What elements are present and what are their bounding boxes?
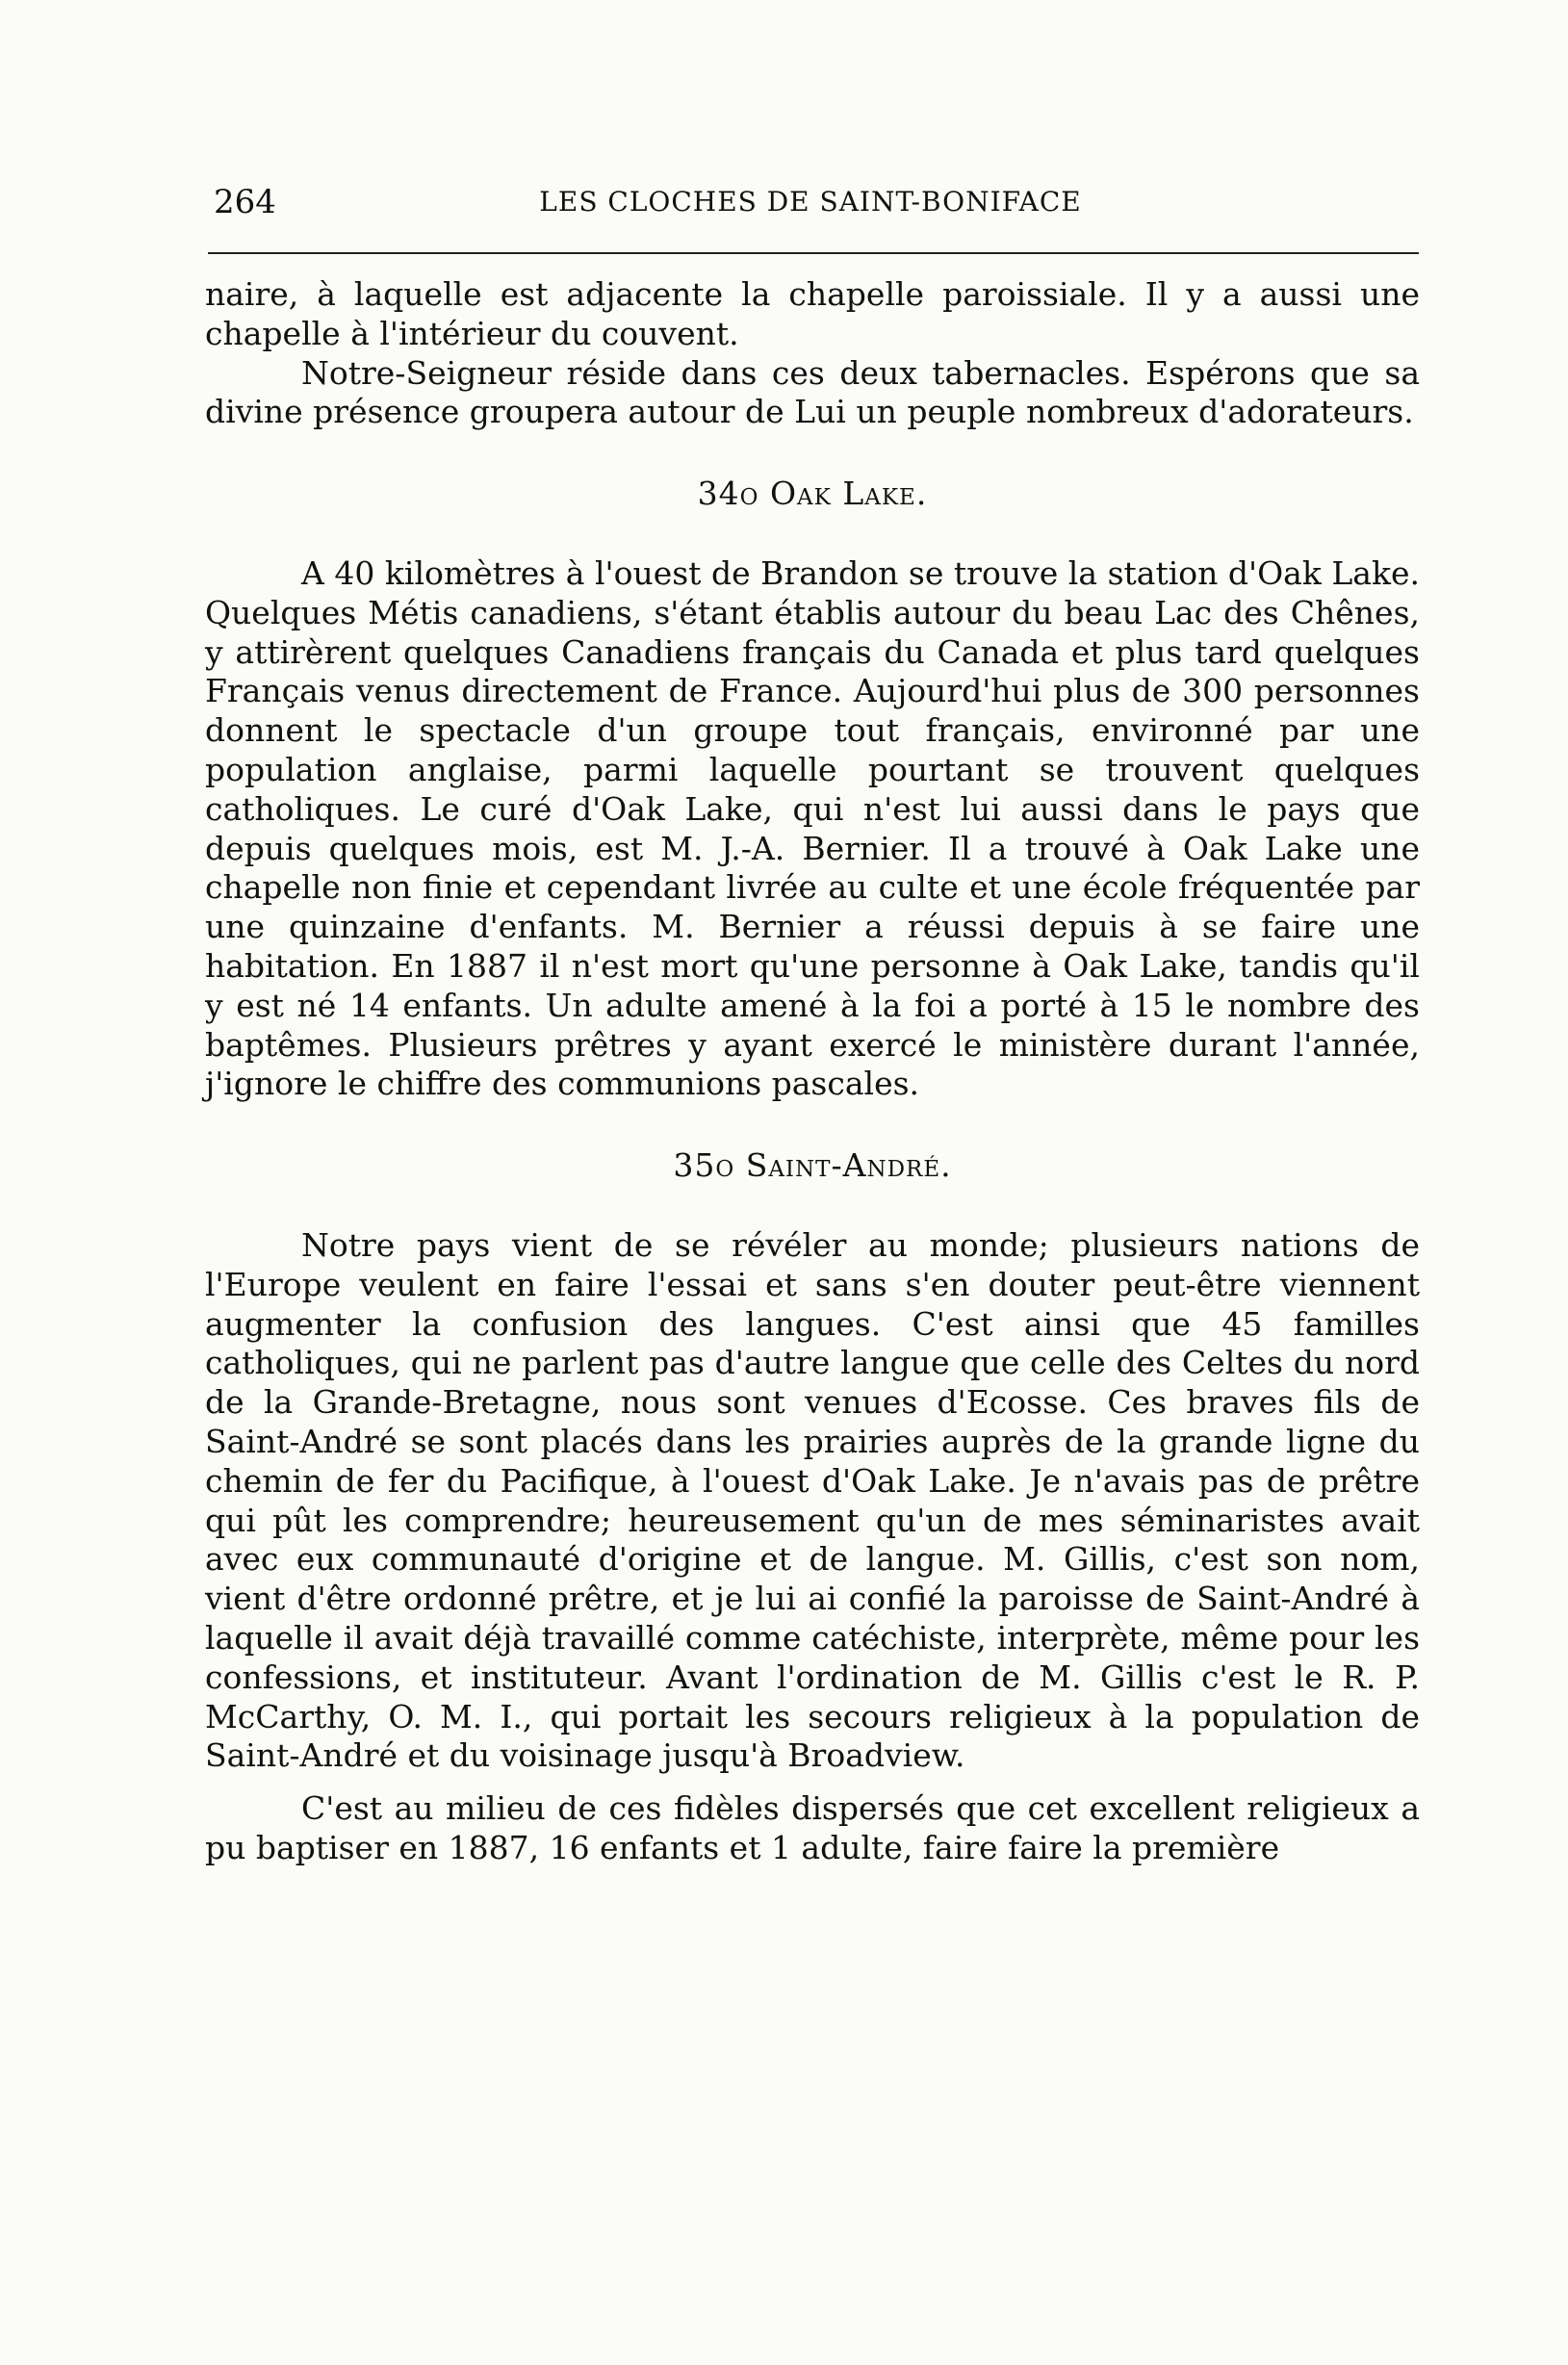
paragraph-saint-andre: Notre pays vient de se révéler au monde; plusieurs nations de l'Europe veulent en faire l'essai et sans s'en douter peut-être viennent augmenter la confusion des langues. C'est ainsi que 45 familles catholiques, qui ne parlent pas d'autre langue que celle des Celtes du nord de la Grande-Bretagne, nous sont venues d'Ecosse. Ces braves fils de Saint-André se sont placés dans les prairies auprès de la grande ligne du chemin de fer du Pacifique, à l'ouest d'Oak Lake. Je n'avais pas de prêtre qui pût les comprendre; heureusement qu'un de mes séminaristes avait avec eux communauté d'origine et de langue. M. Gillis, c'est son nom, vient d'être ordonné prêtre, et je lui ai confié la paroisse de Saint-André à laquelle il avait déjà travaillé comme catéchiste, interprète, même pour les confessions, et instituteur. Avant l'ordination de M. Gillis c'est le R. P. McCarthy, O. M. I., qui portait les secours religieux à la population de Saint-André et du voisinage jusqu'à Broadview. <box>205 1225 1420 1775</box>
section-heading-saint-andre: 35o Saint-André. <box>673 1146 952 1185</box>
paragraph-continuation: naire, à laquelle est adjacente la chapelle paroissiale. Il y a aussi une chapelle à l'intérieur du couvent. <box>205 275 1420 352</box>
paragraph-tabernacles: Notre-Seigneur réside dans ces deux tabernacles. Espérons que sa divine présence groupera autour de Lui un peuple nombreux d'adorateurs. <box>205 353 1420 431</box>
section-heading-oak-lake: 34o Oak Lake. <box>697 475 928 513</box>
header-rule <box>208 252 1419 254</box>
body-text <box>205 275 1420 1868</box>
paragraph-oak-lake: A 40 kilomètres à l'ouest de Brandon se trouve la station d'Oak Lake. Quelques Métis canadiens, s'étant établis autour du beau Lac des Chênes, y attirèrent quelques Canadiens français du Canada et plus tard quelques Français venus directement de France. Aujourd'hui plus de 300 personnes donnent le spectacle d'un groupe tout français, environné par une population anglaise, parmi laquelle pourtant se trouvent quelques catholiques. Le curé d'Oak Lake, qui n'est lui aussi dans le pays que depuis quelques mois, est M. J.-A. Bernier. Il a trouvé à Oak Lake une chapelle non finie et cependant livrée au culte et une école fréquentée par une quinzaine d'enfants. M. Bernier a réussi depuis à se faire une habitation. En 1887 il n'est mort qu'une personne à Oak Lake, tandis qu'il y est né 14 enfants. Un adulte amené à la foi a porté à 15 le nombre des baptêmes. Plusieurs prêtres y ayant exercé le ministère durant l'année, j'ignore le chiffre des communions pascales. <box>205 553 1420 1103</box>
page-number: 264 <box>214 183 276 221</box>
running-title: LES CLOCHES DE SAINT-BONIFACE <box>539 186 1082 218</box>
paragraph-baptisms: C'est au milieu de ces fidèles dispersés que cet excellent religieux a pu baptiser en 1887, 16 enfants et 1 adulte, faire faire la première <box>205 1789 1420 1866</box>
running-head <box>214 183 1417 221</box>
